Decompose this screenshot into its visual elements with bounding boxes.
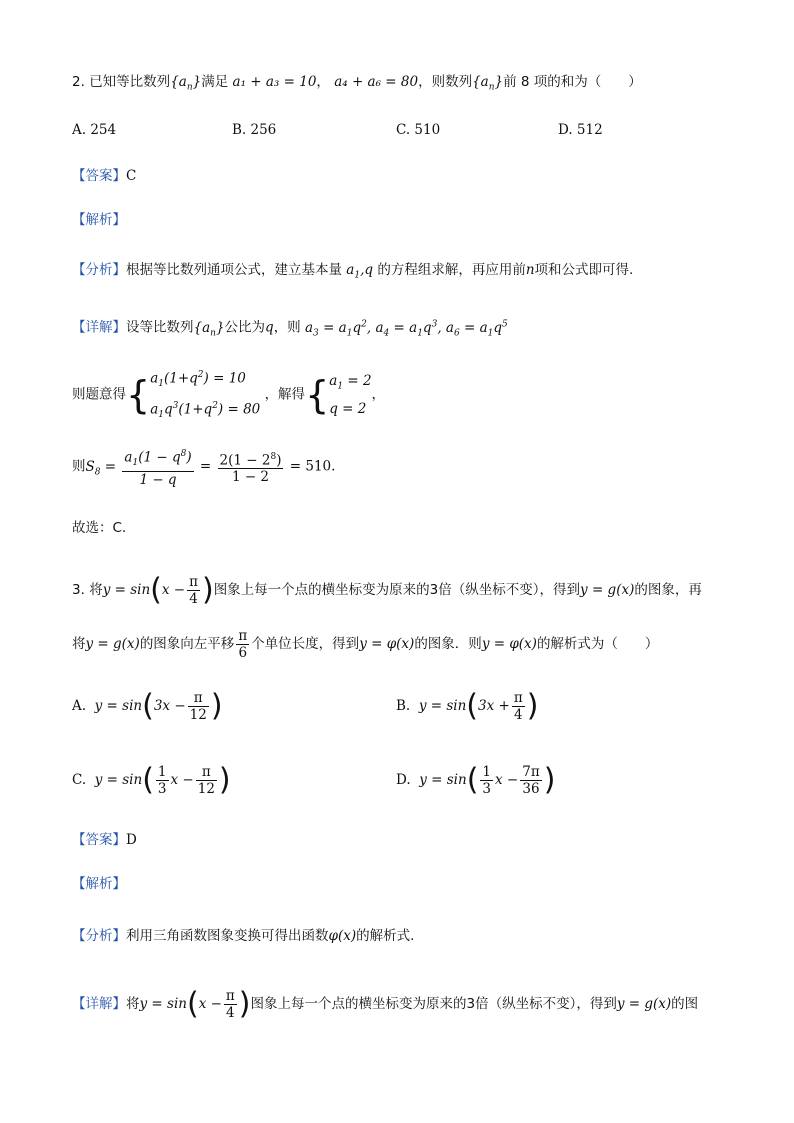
q2-answer: 【答案】C	[72, 168, 137, 184]
q2-option-c: C. 510	[396, 122, 441, 138]
q3-stem-line2: 将y = g(x)的图象向左平移 $\frac{\pi}{6}$ 个单位长度，得到y = φ(x)的图象．则y = φ(x)的解析式为（ ）	[72, 628, 659, 661]
q2-conclusion: 故选：C.	[72, 520, 127, 536]
q3-xiangjie: 【详解】将y = sin(x − $\frac{\pi}{4}$ )图象上每一个点的横坐标变为原来的3倍（纵坐标不变），得到y = g(x)的图	[72, 986, 699, 1022]
q2-stem: 2. 已知等比数列$\{a_n\}$满足 a₁ + a₃ = 10， a₄ + a₆ = 80，则数列$\{a_n\}$前 8 项的和为（ ）	[72, 74, 642, 93]
q3-option-d: D. y = sin( $\frac{1}{3}$ x − $\frac{7\pi}{36}$ )	[396, 762, 556, 798]
q2-option-d: D. 512	[558, 122, 603, 138]
q2-fenxi: 【分析】根据等比数列通项公式，建立基本量 $a_1,q$ 的方程组求解，再应用前n项和公式即可得.	[72, 262, 634, 281]
q2-xiangjie: 【详解】设等比数列$\{a_n\}$公比为q，则 $a_3 = a_1q^2$, $a_4 = a_1q^3$, $a_6 = a_1q^5$	[72, 319, 508, 339]
q3-analysis-heading: 【解析】	[72, 876, 126, 892]
q3-option-c: C. y = sin( $\frac{1}{3}$ x − $\frac{\pi}{12}$ )	[72, 762, 231, 798]
q3-answer: 【答案】D	[72, 832, 137, 848]
q2-option-a: A. 254	[72, 122, 117, 138]
q3-option-b: B. y = sin(3x + $\frac{\pi}{4}$ )	[396, 688, 539, 724]
q2-sum: 则$S_8$ = $\frac{a_1(1 - q^8)}{1 - q}$ = $\frac{2(1 - 2^8)}{1 - 2}$ = 510.	[72, 446, 335, 488]
q2-analysis-heading: 【解析】	[72, 212, 126, 228]
q3-fenxi: 【分析】利用三角函数图象变换可得出函数φ(x)的解析式.	[72, 928, 415, 944]
q2-system: 则题意得{ $a_1(1+q^2) = 10$ $a_1q^3(1+q^2) = 80$ ，解得{ $a_1 = 2$ q = 2 ，	[72, 370, 386, 421]
q2-option-b: B. 256	[232, 122, 277, 138]
q3-stem-line1: 3. 将y = sin(x − $\frac{\pi}{4}$ )图象上每一个点的横坐标变为原来的3倍（纵坐标不变），得到y = g(x)的图象，再	[72, 572, 702, 608]
q3-option-a: A. y = sin(3x − $\frac{\pi}{12}$ )	[72, 688, 223, 724]
